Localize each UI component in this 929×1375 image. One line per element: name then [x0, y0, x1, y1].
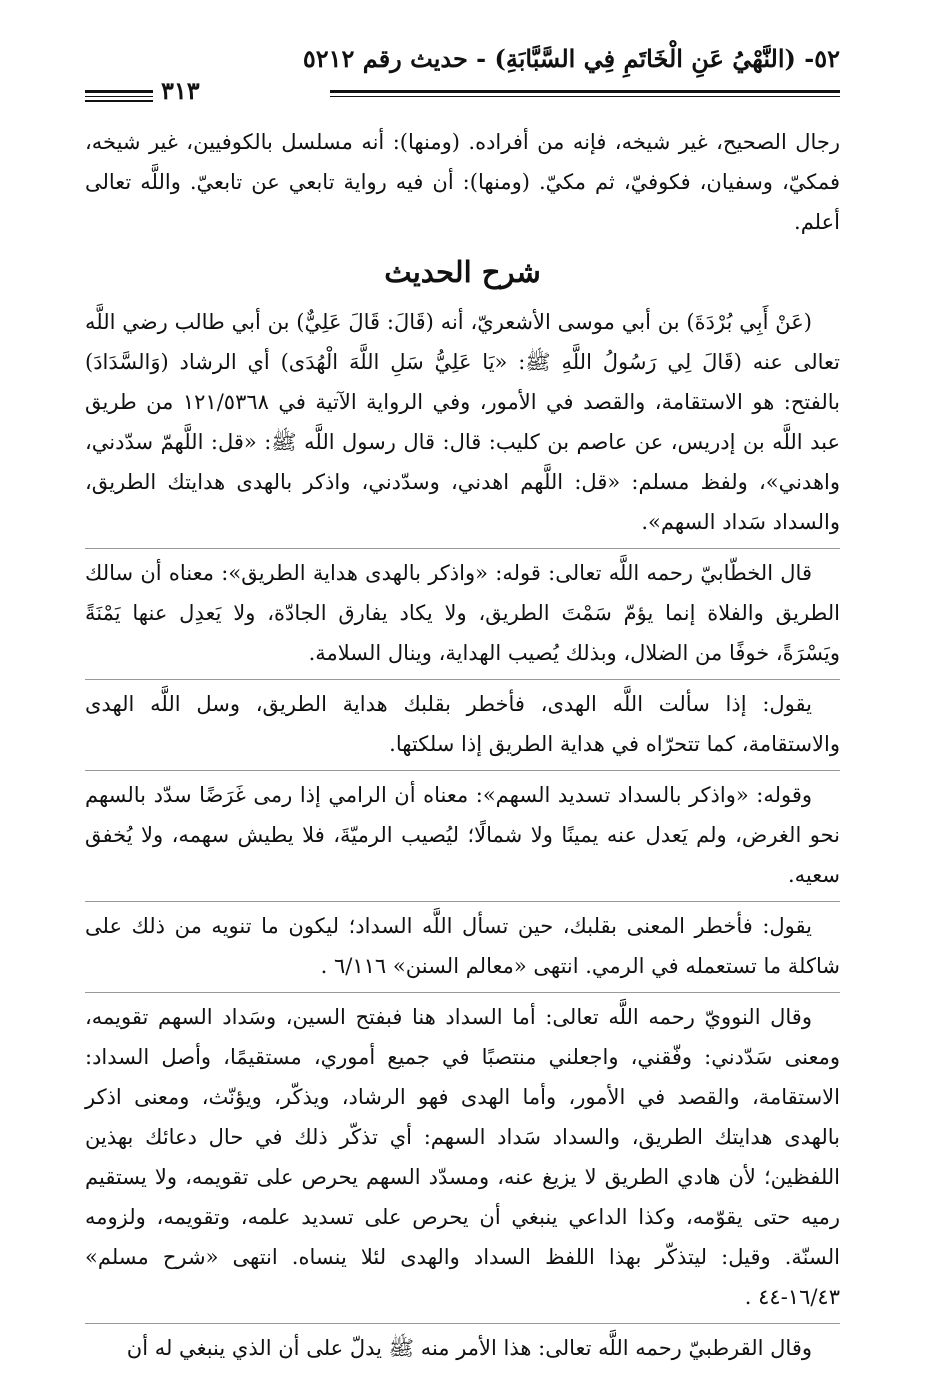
body-paragraph: وقال القرطبيّ رحمه اللَّه تعالى: هذا الأمر منه ﷺ يدلّ على أن الذي ينبغي له أن: [126, 1336, 812, 1360]
page-body: [85, 122, 840, 1368]
paragraph-divider: [85, 548, 840, 549]
body-paragraph: (عَنْ أَبِي بُرْدَةَ) بن أبي موسى الأشعريّ، أنه (قَالَ: قَالَ عَلِيٌّ) بن أبي طالب رضي اللَّه تعالى عنه (قَالَ لِي رَسُولُ اللَّهِ ﷺ: «يَا عَلِيُّ سَلِ اللَّهَ الْهُدَى) أي الرشاد (وَالسَّدَادَ) بالفتح: هو الاستقامة، والقصد في الأمور، وفي الرواية الآتية في ١٢١/٥٣٦٨ من طريق عبد اللَّه بن إدريس، عن عاصم بن كليب: قال: قال رسول اللَّه ﷺ: «قل: اللَّهمّ سدّدني، واهدني»، ولفظ مسلم: «قل: اللَّهم اهدني، وسدّدني، واذكر بالهدى هدايتك الطريق، والسداد سَداد السهم».: [85, 310, 840, 534]
running-header-title: ٥٢- (النَّهْيُ عَنِ الْخَاتَمِ فِي السَّبَّابَةِ) - حديث رقم ٥٢١٢: [302, 44, 840, 73]
paragraph-divider: [85, 770, 840, 771]
header-rule: [330, 90, 840, 97]
paragraph-divider: [85, 679, 840, 680]
page-number: ٣١٣: [157, 76, 204, 105]
header-rule-left: [85, 90, 153, 97]
body-paragraph: يقول: فأخطر المعنى بقلبك، حين تسأل اللَّه السداد؛ ليكون ما تنويه من ذلك على شاكلة ما تستعمله في الرمي. انتهى «معالم السنن» ٦/١١٦ .: [85, 914, 840, 978]
intro-paragraph: رجال الصحيح، غير شيخه، فإنه من أفراده. (ومنها): أنه مسلسل بالكوفيين، غير شيخه، فمكيّ، وسفيان، فكوفيّ، ثم مكيّ. (ومنها): أن فيه رواية تابعي عن تابعيّ. واللَّه تعالى أعلم.: [85, 130, 840, 234]
paragraph-divider: [85, 901, 840, 902]
page-header: [85, 40, 840, 110]
paragraph-divider: [85, 992, 840, 993]
header-rule-left-secondary: [85, 100, 153, 102]
body-paragraph: وقال النوويّ رحمه اللَّه تعالى: أما السداد هنا فبفتح السين، وسَداد السهم تقويمه، ومعنى سَدّدني: وفّقني، واجعلني منتصبًا في جميع أموري، مستقيمًا، وأصل السداد: الاستقامة، والقصد في الأمور، وأما الهدى فهو الرشاد، ويذكّر، ويؤنّث، ومعنى اذكر بالهدى هدايتك الطريق، والسداد سَداد السهم: أي تذكّر ذلك في حال دعائك بهذين اللفظين؛ لأن هادي الطريق لا يزيغ عنه، ومسدّد السهم يحرص على تقويمه، ولا يستقيم رميه حتى يقوّمه، وكذا الداعي ينبغي أن يحرص على تسديد علمه، وتقويمه، ولزومه السنّة. وقيل: ليتذكّر بهذا اللفظ السداد والهدى لئلا ينساه. انتهى «شرح مسلم» ١٦/٤٣-٤٤ .: [85, 1005, 840, 1309]
body-paragraph: وقوله: «واذكر بالسداد تسديد السهم»: معناه أن الرامي إذا رمى غَرَضًا سدّد بالسهم نحو الغرض، ولم يَعدل عنه يمينًا ولا شمالًا؛ ليُصيب الرميّةَ، فلا يطيش سهمه، ولا يُخفق سعيه.: [85, 783, 840, 887]
body-paragraph: يقول: إذا سألت اللَّه الهدى، فأخطر بقلبك هداية الطريق، وسل اللَّه الهدى والاستقامة، كما تتحرّاه في هداية الطريق إذا سلكتها.: [85, 692, 840, 756]
paragraph-divider: [85, 1323, 840, 1324]
body-paragraph: قال الخطّابيّ رحمه اللَّه تعالى: قوله: «واذكر بالهدى هداية الطريق»: معناه أن سالك الطريق والفلاة إنما يؤمّ سَمْتَ الطريق، ولا يكاد يفارق الجادّة، ولا يَعدِل عنها يَمْنَةً ويَسْرَةً، خوفًا من الضلال، وبذلك يُصيب الهداية، وينال السلامة.: [85, 561, 840, 665]
section-heading: شرح الحديث: [384, 255, 541, 289]
